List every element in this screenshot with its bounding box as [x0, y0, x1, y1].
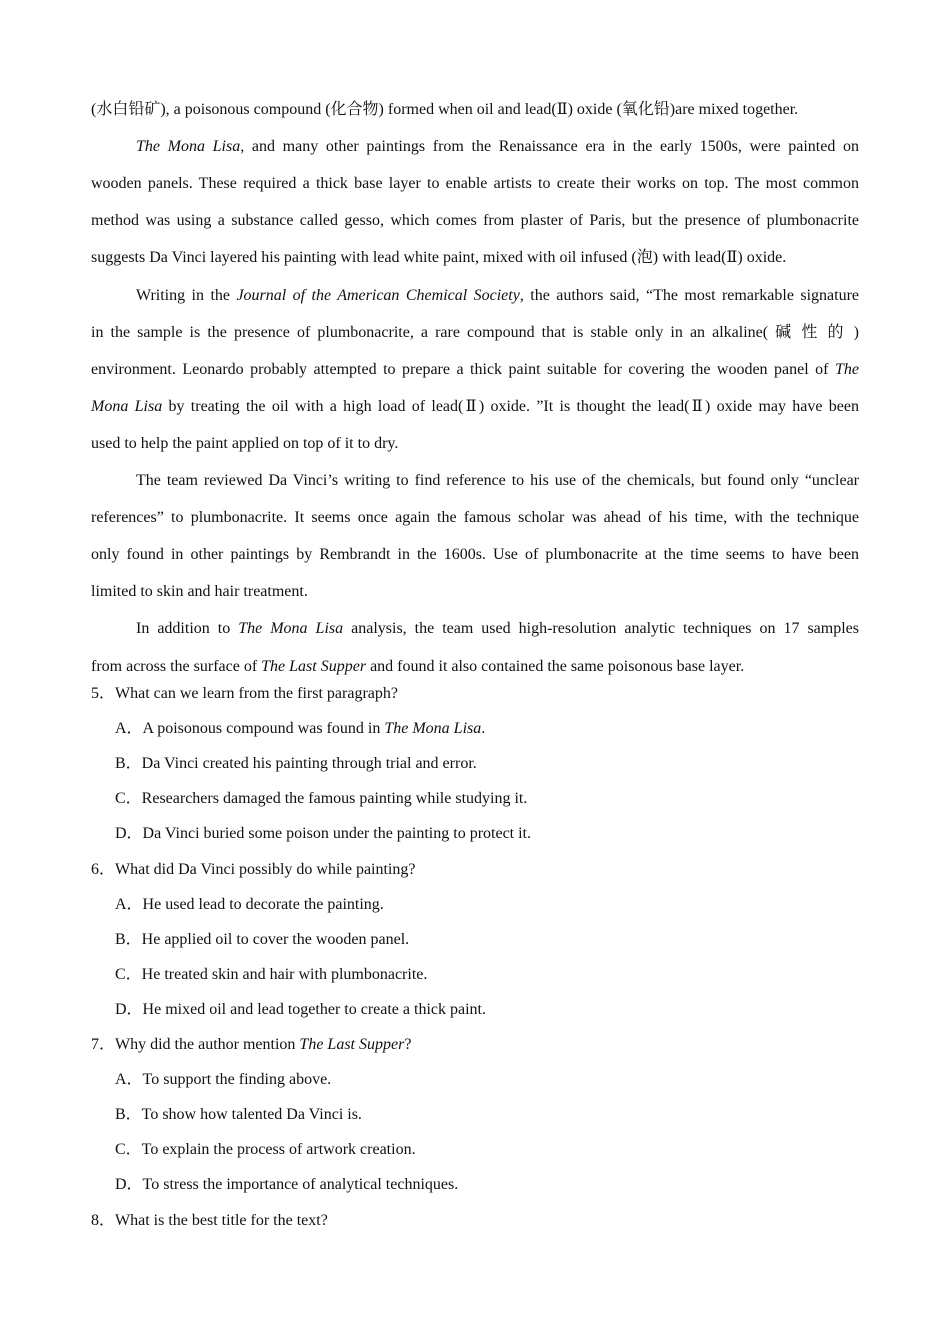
text-span: (水白铅矿), a poisonous compound (化合物) formed when oil and lead(Ⅱ) oxide (氧化铅)are mixed together.: [91, 101, 799, 118]
answer-option: [115, 1175, 855, 1195]
answer-option: [115, 1000, 855, 1020]
question-stem: [91, 684, 859, 704]
passage-line: [91, 657, 859, 677]
answer-option: [115, 1140, 855, 1160]
answer-option: [115, 930, 855, 950]
question-stem: [91, 1211, 859, 1231]
text-span: A．To support the finding above.: [115, 1071, 332, 1089]
passage-line: [136, 619, 859, 639]
italic-title-text: The Last Supper: [261, 657, 367, 675]
text-span: 8．What is the best title for the text?: [91, 1211, 328, 1229]
text-span: D．To stress the importance of analytical techniques.: [115, 1176, 459, 1194]
question-stem: [91, 1035, 859, 1055]
passage-line: [91, 582, 859, 602]
passage-line: [91, 360, 859, 380]
text-span: D．Da Vinci buried some poison under the painting to protect it.: [115, 825, 532, 843]
text-span: Writing in the: [136, 286, 237, 304]
answer-option: [115, 754, 855, 774]
text-span: limited to skin and hair treatment.: [91, 583, 308, 601]
answer-option: [115, 965, 855, 985]
italic-title-text: Journal of the American Chemical Society: [236, 286, 520, 304]
text-span: In addition to: [136, 620, 239, 638]
text-span: B．To show how talented Da Vinci is.: [115, 1106, 362, 1124]
text-span: analysis, the team used high-resolution analytic techniques on 17 samples: [343, 620, 860, 638]
text-span: from across the surface of: [91, 657, 262, 675]
text-span: , the authors said, “The most remarkable signature: [519, 286, 860, 304]
text-span: , and many other paintings from the Renaissance era in the early 1500s, were painted on: [240, 138, 859, 156]
answer-option: [115, 895, 855, 915]
passage-line: [91, 434, 859, 454]
answer-option: [115, 824, 855, 844]
passage-line: [91, 174, 859, 194]
text-span: .: [481, 720, 486, 738]
text-span: by treating the oil with a high load of lead(Ⅱ) oxide. ”It is thought the lead(Ⅱ) oxide may have been: [162, 397, 859, 415]
question-stem: [91, 860, 859, 880]
text-span: and found it also contained the same poisonous base layer.: [366, 657, 745, 675]
text-span: C．To explain the process of artwork creation.: [115, 1141, 416, 1159]
passage-line: [91, 100, 859, 120]
text-span: only found in other paintings by Rembrandt in the 1600s. Use of plumbonacrite at the time seems to have been: [91, 546, 859, 564]
text-span: references” to plumbonacrite. It seems once again the famous scholar was ahead of his time, with the technique: [91, 509, 859, 527]
answer-option: [115, 789, 855, 809]
text-span: A．He used lead to decorate the painting.: [115, 895, 384, 913]
text-span: suggests Da Vinci layered his painting with lead white paint, mixed with oil infused (泡) with lead(Ⅱ) oxide.: [91, 249, 787, 267]
text-span: wooden panels. These required a thick base layer to enable artists to create their works on top. The most common: [91, 175, 859, 193]
text-span: C．Researchers damaged the famous painting while studying it.: [115, 790, 528, 808]
passage-line: [91, 397, 859, 417]
italic-title-text: The Mona Lisa: [136, 138, 241, 156]
text-span: D．He mixed oil and lead together to create a thick paint.: [115, 1000, 486, 1018]
text-span: used to help the paint applied on top of it to dry.: [91, 434, 399, 452]
passage-line: [91, 323, 859, 343]
text-span: The team reviewed Da Vinci’s writing to find reference to his use of the chemicals, but found only “unclear: [136, 472, 859, 489]
italic-title-text: The Mona Lisa: [238, 620, 344, 638]
passage-line: [136, 137, 859, 157]
text-span: 7．Why did the author mention: [91, 1036, 300, 1053]
passage-line: [91, 545, 859, 565]
passage-line: [91, 248, 859, 268]
passage-line: [91, 211, 859, 231]
text-span: environment. Leonardo probably attempted to prepare a thick paint suitable for covering the wooden panel of: [91, 360, 835, 378]
text-span: ?: [404, 1036, 412, 1053]
passage-line: [136, 286, 859, 306]
answer-option: [115, 719, 855, 739]
passage-line: [136, 471, 859, 491]
text-span: method was using a substance called gesso, which comes from plaster of Paris, but the presence of plumbonacrite: [91, 212, 859, 230]
text-span: 5．What can we learn from the first paragraph?: [91, 685, 398, 702]
italic-title-text: The Last Supper: [299, 1036, 405, 1053]
italic-title-text: The Mona Lisa: [384, 720, 482, 738]
italic-title-text: Mona Lisa: [91, 397, 163, 415]
text-span: 6．What did Da Vinci possibly do while painting?: [91, 860, 416, 878]
text-span: B．Da Vinci created his painting through trial and error.: [115, 755, 477, 773]
text-span: C．He treated skin and hair with plumbonacrite.: [115, 965, 428, 983]
passage-line: [91, 508, 859, 528]
answer-option: [115, 1105, 855, 1125]
italic-title-text: The: [835, 360, 859, 378]
answer-option: [115, 1070, 855, 1090]
text-span: B．He applied oil to cover the wooden panel.: [115, 930, 410, 948]
text-span: in the sample is the presence of plumbonacrite, a rare compound that is stable only in an alkaline( 碱 性 的 ): [91, 323, 860, 341]
text-span: A．A poisonous compound was found in: [115, 720, 385, 738]
